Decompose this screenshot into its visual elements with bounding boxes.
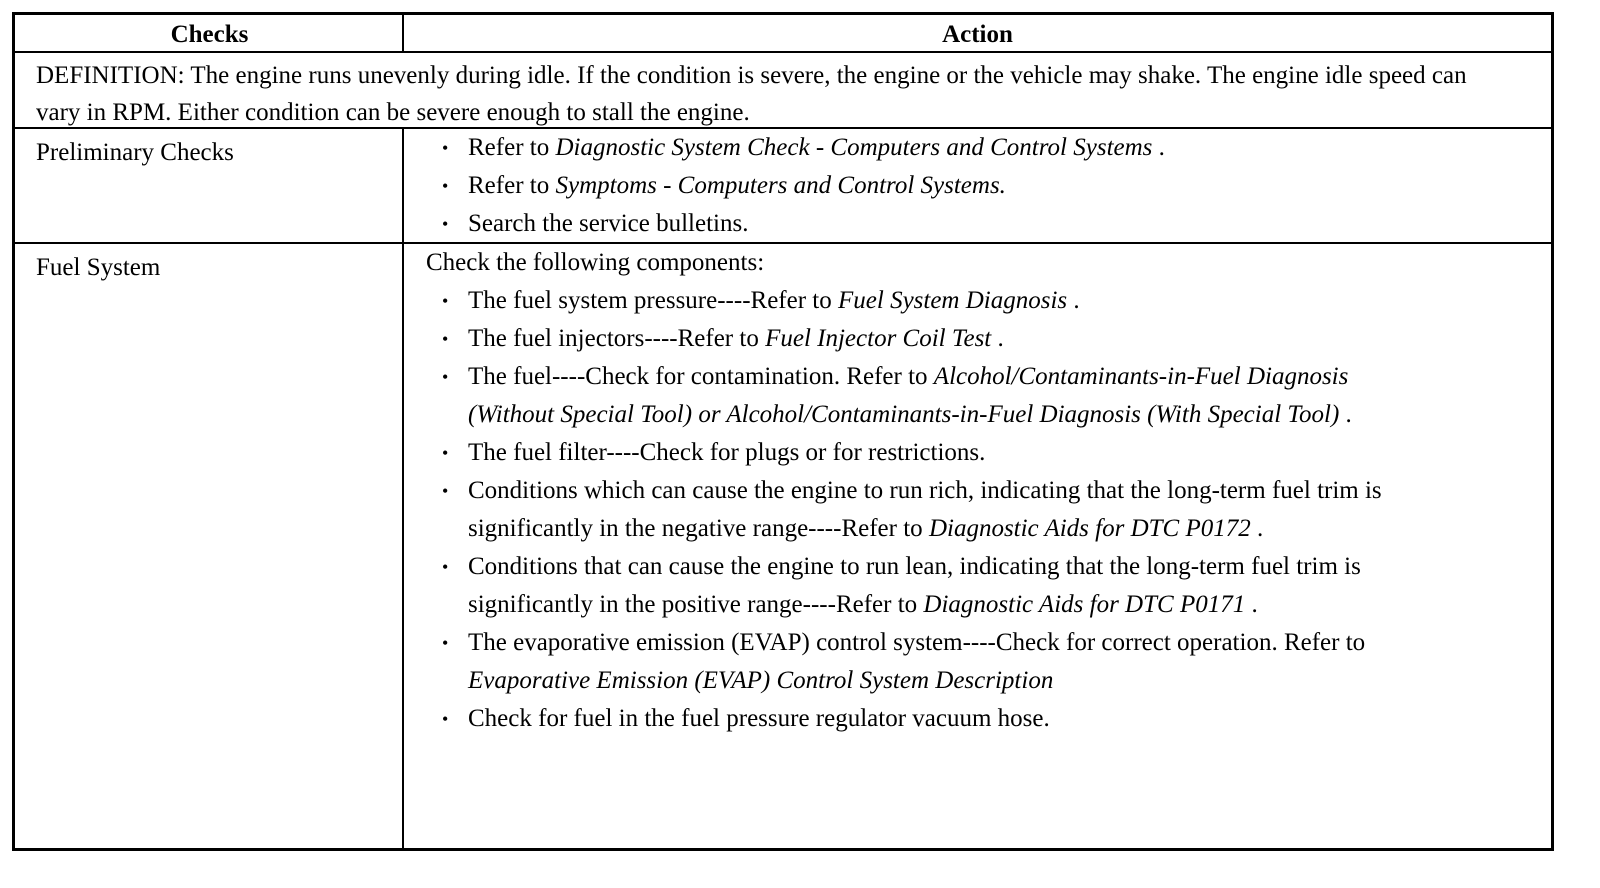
reference-link[interactable]: Fuel Injector Coil Test [765,325,992,352]
reference-link[interactable]: Diagnostic System Check - Computers and Control Systems [555,134,1153,161]
header-action: Action [942,21,1013,48]
bullet-icon: • [442,138,449,158]
action-list [426,129,1426,243]
bullet-icon: • [442,176,449,196]
column-divider [402,129,404,242]
header-checks: Checks [170,21,249,48]
list-item: • The fuel system pressure----Refer to Fuel System Diagnosis . [426,282,1426,320]
bullet-icon: • [442,557,449,577]
action-intro: Check the following components: [426,249,765,276]
column-divider [402,244,404,848]
reference-link[interactable]: Alcohol/Contaminants-in-Fuel Diagnosis (Without Special Tool) or Alcohol/Contaminants-in-Fuel Diagnosis (With Special Tool) [468,363,1349,428]
list-item: • Conditions that can cause the engine to run lean, indicating that the long-term fuel trim is significantly in the positive range----Refer to Diagnostic Aids for DTC P0171 . [426,548,1393,624]
table-row-fuel-system [15,244,1551,848]
list-item: • Refer to Symptoms - Computers and Control Systems. [426,167,1426,205]
bullet-icon: • [442,633,449,653]
diagnostic-table [12,12,1554,851]
check-label: Fuel System [36,254,161,281]
bullet-icon: • [442,481,449,501]
bullet-icon: • [442,329,449,349]
bullet-icon: • [442,214,449,234]
list-item: • Check for fuel in the fuel pressure regulator vacuum hose. [426,700,1426,738]
reference-link[interactable]: Evaporative Emission (EVAP) Control System Description [468,667,1054,694]
list-item: • The fuel injectors----Refer to Fuel Injector Coil Test . [426,320,1426,358]
definition-text: DEFINITION: The engine runs unevenly during idle. If the condition is severe, the engine or the vehicle may shake. The engine idle speed can vary in RPM. Either condition can be severe enough to stall the engine. [36,62,1467,126]
reference-link[interactable]: Diagnostic Aids for DTC P0171 [923,591,1246,618]
list-item: • Search the service bulletins. [426,205,1426,243]
bullet-icon: • [442,709,449,729]
table-header-row [15,15,1551,53]
definition-row [15,53,1551,129]
bullet-icon: • [442,367,449,387]
bullet-icon: • [442,291,449,311]
table-row-preliminary-checks [15,129,1551,244]
reference-link[interactable]: Diagnostic Aids for DTC P0172 [928,515,1251,542]
list-item: • Conditions which can cause the engine to run rich, indicating that the long-term fuel trim is significantly in the negative range----Refer to Diagnostic Aids for DTC P0172 . [426,472,1403,548]
reference-link[interactable]: Symptoms - Computers and Control Systems. [555,172,1006,199]
check-label: Preliminary Checks [36,139,234,166]
action-list [426,244,1426,738]
bullet-icon: • [442,443,449,463]
list-item: • The fuel----Check for contamination. Refer to Alcohol/Contaminants-in-Fuel Diagnosis (Without Special Tool) or Alcohol/Contaminants-in-Fuel Diagnosis (With Special Tool) . [426,358,1398,434]
list-item: • Refer to Diagnostic System Check - Computers and Control Systems . [426,129,1426,167]
list-item: • The evaporative emission (EVAP) control system----Check for correct operation. Refer to Evaporative Emission (EVAP) Control System Description [426,624,1448,700]
list-item: • The fuel filter----Check for plugs or for restrictions. [426,434,1426,472]
reference-link[interactable]: Fuel System Diagnosis [838,287,1068,314]
